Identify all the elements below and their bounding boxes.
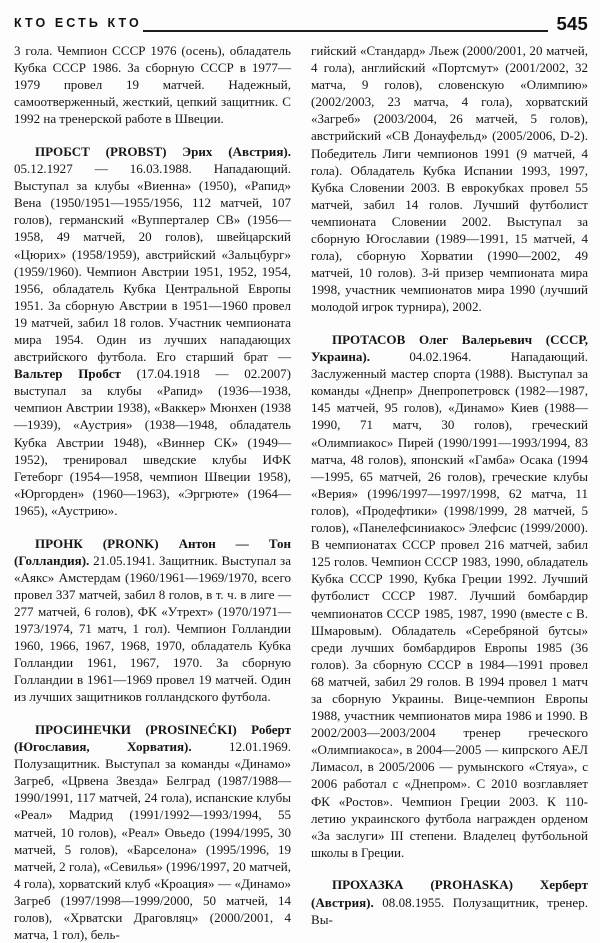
- entry-protasov: [311, 331, 588, 861]
- running-head: [14, 11, 588, 37]
- entry-prohaska: [311, 876, 588, 927]
- paragraph-continuation-probst-prev: 3 гола. Чемпион СССР 1976 (осень), обладатель Кубка СССР 1986. За сборную СССР в 1977—1979 провел 19 матчей. Надежный, самоотверженный, жесткий, цепкий защитник. С 1992 на тренерской работе в Швеции.: [14, 43, 291, 127]
- column-left: [14, 42, 292, 943]
- running-head-title: КТО ЕСТЬ КТО: [14, 16, 142, 31]
- entry-prosinecki: [14, 721, 291, 943]
- headword-protasov: ПРОТАСОВ Олег Валерьевич (СССР, Украина).: [311, 332, 588, 365]
- page-number: 545: [556, 12, 588, 34]
- entry-body-prohaska: 08.08.1955. Полузащитник, тренер. Вы-: [311, 894, 588, 927]
- headword-probst: ПРОБСТ (PROBST) Эрих (Австрия).: [35, 143, 291, 159]
- text-columns: [14, 42, 588, 943]
- headword-prohaska: ПРОХАЗКА (PROHASKA) Херберт (Австрия).: [311, 877, 588, 910]
- entry-body-pronk: 21.05.1941. Защитник. Выступал за «Аякс» Амстердам (1960/1961—1969/1970, всего провел 337 матчей, забил 8 голов, в т. ч. в лиге — 277 матчей, 6 голов), ФК «Утрехт» (1970/1971—1973/1974, 71 матч, 1 гол). Чемпион Голландии 1960, 1966, 1967, 1968, 1970, обладатель Кубка Голландии 1961, 1967, 1970. За сборную Голландии в 1961—1969 провел 19 матчей. Один из лучших защитников голландского футбола.: [14, 552, 291, 705]
- entry-body-probst-part1: 05.12.1927 — 16.03.1988. Нападающий. Выступал за клубы «Виенна» (1950), «Рапид» Вена (1950/1951—1955/1956, 112 матчей, 107 голов), германский «Вупперталер СВ» (1956—1958, 49 матчей, 20 голов), швейцарский «Цюрих» (1958/1959), австрийский «Зальцбург» (1959/1960). Чемпион Австрии 1951, 1952, 1954, 1956, обладатель Кубка Центральной Европы 1951. За сборную Австрии в 1951—1960 провел 19 матчей, забил 18 голов. Участник чемпионата мира 1954. Один из лучших нападающих австрийского футбола. Его старший брат —: [14, 161, 291, 365]
- column-right: [311, 42, 588, 927]
- inline-name-walter-probst: Вальтер Пробст: [14, 366, 121, 382]
- running-head-rule: [143, 30, 548, 33]
- paragraph-continuation-prosinecki: гийский «Стандард» Льеж (2000/2001, 20 матчей, 4 гола), английский «Портсмут» (2001/2002, 32 матча, 9 голов), словенскую «Олимпию» (2002/2003, 23 матча, 4 гола), хорватский «Загреб» (2003/2004, 26 матчей, 5 голов), австрийский «СВ Донауфельд» (2005/2006, D-2). Победитель Лиги чемпионов 1991 (9 матчей, 4 гола). Обладатель Кубка Испании 1993, 1997, Кубка Словении 2003. В еврокубках провел 55 матчей, забил 14 голов. Лучший футболист чемпионата Словении 2002. Выступал за сборную Югославии (1989—1991, 15 матчей, 4 гола), сборную Хорватии (1990—2002, 49 матчей, 10 голов). 3-й призер чемпионата мира 1998, участник чемпионатов мира 1990 (лучший молодой игрок турнира), 2002.: [311, 43, 588, 315]
- headword-pronk: ПРОНК (PRONK) Антон — Тон (Голландия).: [14, 535, 291, 568]
- headword-prosinecki: ПРОСИНЕЧКИ (PROSINEĆKI) Роберт (Югославия, Хорватия).: [14, 721, 291, 755]
- entry-pronk: [14, 535, 291, 706]
- entry-body-protasov: 04.02.1964. Нападающий. Заслуженный мастер спорта (1988). Выступал за команды «Днепр» Днепропетровск (1982—1987, 145 матчей, 95 голов), «Динамо» Киев (1988—1990, 71 матч, 30 голов), греческий «Олимпиакос» Пирей (1990/1991—1993/1994, 83 матча, 48 голов), японский «Гамба» Осака (1994—1995, 65 матчей, 26 голов), греческие клубы «Верия» (1996/1997—1997/1998, 62 матча, 11 голов), «Продефтики» (1998/1999, 28 матчей, 5 голов), «Панелефсиниакос» Элефсис (1999/2000). В чемпионатах СССР провел 216 матчей, забил 125 голов. Чемпион СССР 1983, 1990, обладатель Кубка СССР 1990, Кубка Греции 1992. Лучший футболист СССР 1987. Лучший бомбардир чемпионатов СССР 1985, 1987, 1990 (вместе с В. Шмаровым). Обладатель «Серебряной бутсы» среди лучших бомбардиров Европы 1985 (36 голов). За сборную СССР в 1984—1991 провел 68 матчей, забил 29 голов. В 1994 провел 1 матч за сборную Украины. Вице-чемпион Европы 1988, участник чемпионатов мира 1986 и 1990. В 2002/2003—2003/2004 тренер греческого «Олимпиакоса», в 2004—2005 — кипрского АЕЛ Лимасол, в 2005/2006 — румынского «Стяуа», с 2006 работал с «Днепром». С 2010 возглавляет ФК «Ростов». Чемпион Греции 2003. К 110-летию украинского футбола награжден орденом «За заслуги» III степени. Владелец футбольной школы в Греции.: [311, 349, 588, 860]
- entry-probst: [14, 143, 291, 519]
- entry-body-probst-part2: (17.04.1918 — 02.2007) выступал за клубы «Рапид» (1936—1938, чемпион Австрии 1938), «Ваккер» Мюнхен (1938—1939), «Аустрия» (1938—1948, обладатель Кубка Австрии 1948), «Виннер СК» (1949—1952), тренировал шведские клубы ИФК Гетеборг (1954—1958, чемпион Швеции 1958), «Юргорден» (1960—1963), «Эргрюте» (1964—1965), «Аустрию».: [14, 366, 291, 518]
- entry-body-prosinecki: 12.01.1969. Полузащитник. Выступал за команды «Динамо» Загреб, «Црвена Звезда» Белград (1987/1988—1990/1991, 117 матчей, 24 гола), испанские клубы «Реал» Мадрид (1991/1992—1993/1994, 55 матчей, 10 голов), «Реал» Овьедо (1994/1995, 30 матчей, 5 голов), «Барселона» (1995/1996, 19 матчей, 2 гола), «Севилья» (1996/1997, 20 матчей, 4 гола), хорватский клуб «Кроация» — «Динамо» Загреб (1997/1998—1999/2000, 50 матчей, 14 голов), «Хрватски Драговляц» (2000/2001, 4 матча, 1 гол), бель-: [14, 739, 292, 943]
